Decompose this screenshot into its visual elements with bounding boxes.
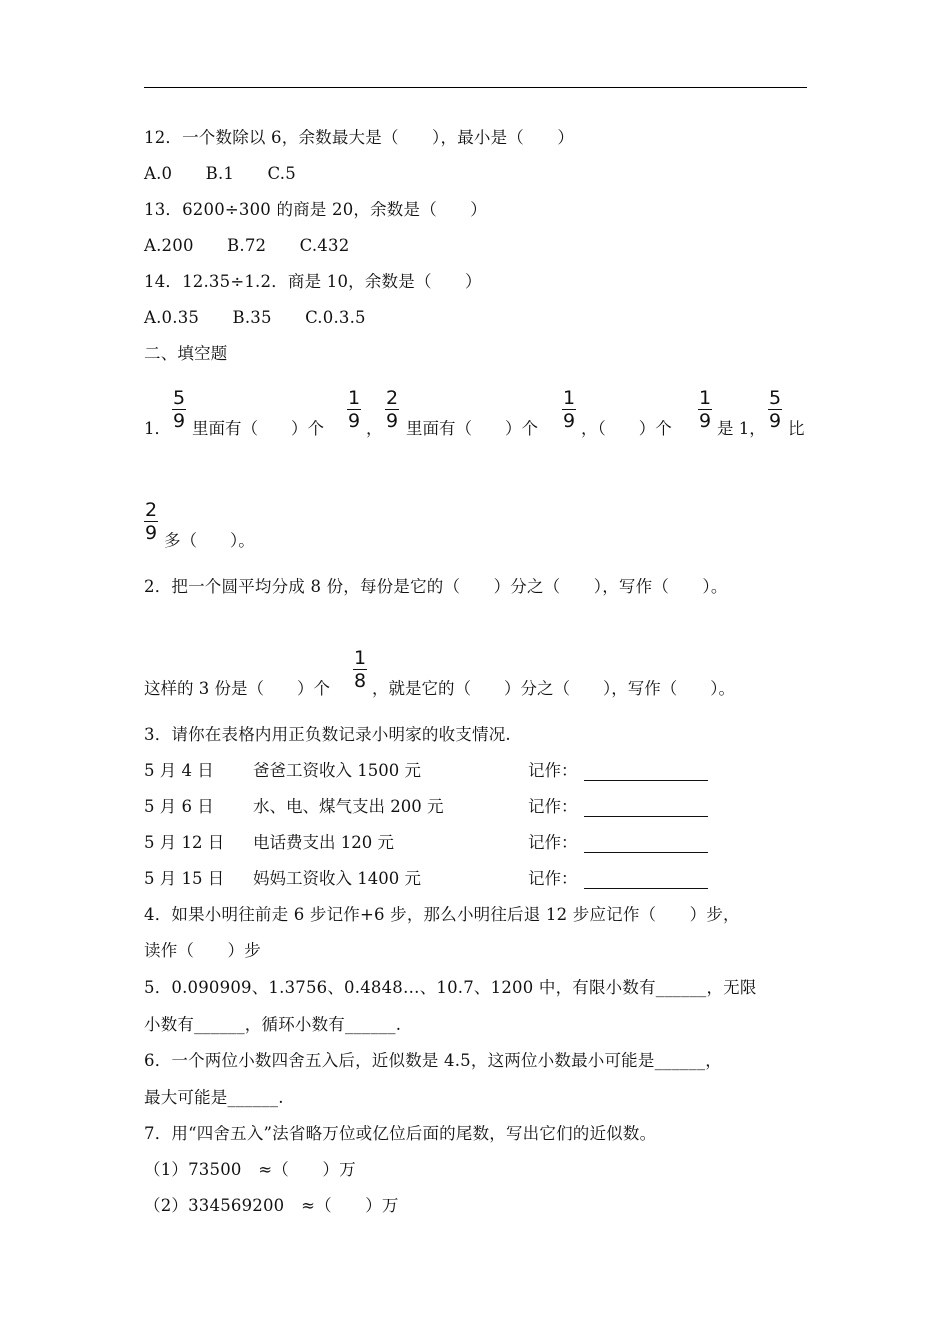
fill-question-5-line-2: 小数有______，循环小数有______. [144, 1015, 402, 1034]
fill-1-segment-2: ， [366, 419, 383, 438]
fraction-denominator: 9 [347, 410, 361, 432]
fraction-numerator: 5 [768, 387, 782, 409]
fill-1-prefix: 1． [144, 419, 171, 438]
record-description: 爸爸工资收入 1500 元 [253, 761, 421, 780]
fill-question-2-line-2a: 这样的 3 份是（ ）个 [144, 679, 330, 698]
fraction-denominator: 9 [385, 410, 399, 432]
fraction-denominator: 9 [698, 410, 712, 432]
fraction-numerator: 1 [353, 647, 367, 669]
record-blank[interactable] [584, 852, 708, 853]
record-label: 记作： [528, 797, 578, 816]
question-14: 14．12.35÷1.2．商是 10，余数是（ ） [144, 272, 482, 291]
fraction-5-9 [768, 388, 782, 431]
record-description: 电话费支出 120 元 [253, 833, 394, 852]
fraction-numerator: 2 [385, 387, 399, 409]
fill-question-6-line-2: 最大可能是______. [144, 1088, 284, 1107]
fill-question-3: 3．请你在表格内用正负数记录小明家的收支情况. [144, 725, 511, 744]
fill-question-7-item-2: （2）334569200 ≈（ ）万 [144, 1196, 399, 1215]
record-date: 5 月 6 日 [144, 797, 214, 816]
question-12-options: A.0 B.1 C.5 [144, 164, 296, 183]
fill-1-segment-6: 比 [788, 419, 805, 438]
record-label: 记作： [528, 833, 578, 852]
fill-1-segment-5: 是 1， [717, 419, 766, 438]
fill-1-line-2: 多（ ）。 [164, 531, 255, 550]
fraction-numerator: 1 [347, 387, 361, 409]
fraction-denominator: 9 [172, 410, 186, 432]
fill-question-5-line-1: 5．0.090909、1.3756、0.4848…、10.7、1200 中，有限小数有______，无限 [144, 978, 757, 997]
fraction-numerator: 2 [144, 499, 158, 521]
fill-1-segment-3: 里面有（ ）个 [406, 419, 538, 438]
fraction-1-8 [353, 648, 367, 691]
record-blank[interactable] [584, 816, 708, 817]
fill-question-4-line-2: 读作（ ）步 [144, 941, 261, 960]
fraction-denominator: 9 [144, 522, 158, 544]
fraction-1-9 [562, 388, 576, 431]
fill-1-segment-1: 里面有（ ）个 [192, 419, 324, 438]
fraction-2-9 [144, 500, 158, 543]
fraction-1-9 [347, 388, 361, 431]
fraction-denominator: 9 [768, 410, 782, 432]
question-13-options: A.200 B.72 C.432 [144, 236, 350, 255]
record-date: 5 月 4 日 [144, 761, 214, 780]
record-date: 5 月 15 日 [144, 869, 225, 888]
fill-question-6-line-1: 6．一个两位小数四舍五入后，近似数是 4.5，这两位小数最小可能是______， [144, 1051, 722, 1070]
fill-1-segment-4: ，（ ）个 [581, 419, 672, 438]
fill-question-7-item-1: （1）73500 ≈（ ）万 [144, 1160, 356, 1179]
question-13: 13．6200÷300 的商是 20，余数是（ ） [144, 200, 487, 219]
header-rule [144, 87, 807, 88]
record-blank[interactable] [584, 888, 708, 889]
fill-question-4-line-1: 4．如果小明往前走 6 步记作+6 步，那么小明往后退 12 步应记作（ ）步， [144, 905, 740, 924]
fraction-2-9 [385, 388, 399, 431]
question-14-options: A.0.35 B.35 C.0.3.5 [144, 308, 366, 327]
fraction-denominator: 8 [353, 670, 367, 692]
record-date: 5 月 12 日 [144, 833, 225, 852]
fraction-denominator: 9 [562, 410, 576, 432]
fraction-numerator: 1 [698, 387, 712, 409]
fraction-5-9 [172, 388, 186, 431]
record-label: 记作： [528, 869, 578, 888]
record-description: 妈妈工资收入 1400 元 [253, 869, 421, 888]
record-label: 记作： [528, 761, 578, 780]
section-title: 二、填空题 [144, 344, 228, 363]
record-blank[interactable] [584, 780, 708, 781]
fraction-numerator: 1 [562, 387, 576, 409]
fill-question-7: 7．用“四舍五入”法省略万位或亿位后面的尾数，写出它们的近似数。 [144, 1124, 657, 1143]
fill-question-2-line-2b: ，就是它的（ ）分之（ ），写作（ ）。 [372, 679, 735, 698]
fraction-1-9 [698, 388, 712, 431]
fraction-numerator: 5 [172, 387, 186, 409]
record-description: 水、电、煤气支出 200 元 [253, 797, 444, 816]
fill-question-2-line-1: 2．把一个圆平均分成 8 份，每份是它的（ ）分之（ ），写作（ ）。 [144, 577, 728, 596]
question-12: 12．一个数除以 6，余数最大是（ ），最小是（ ） [144, 128, 575, 147]
